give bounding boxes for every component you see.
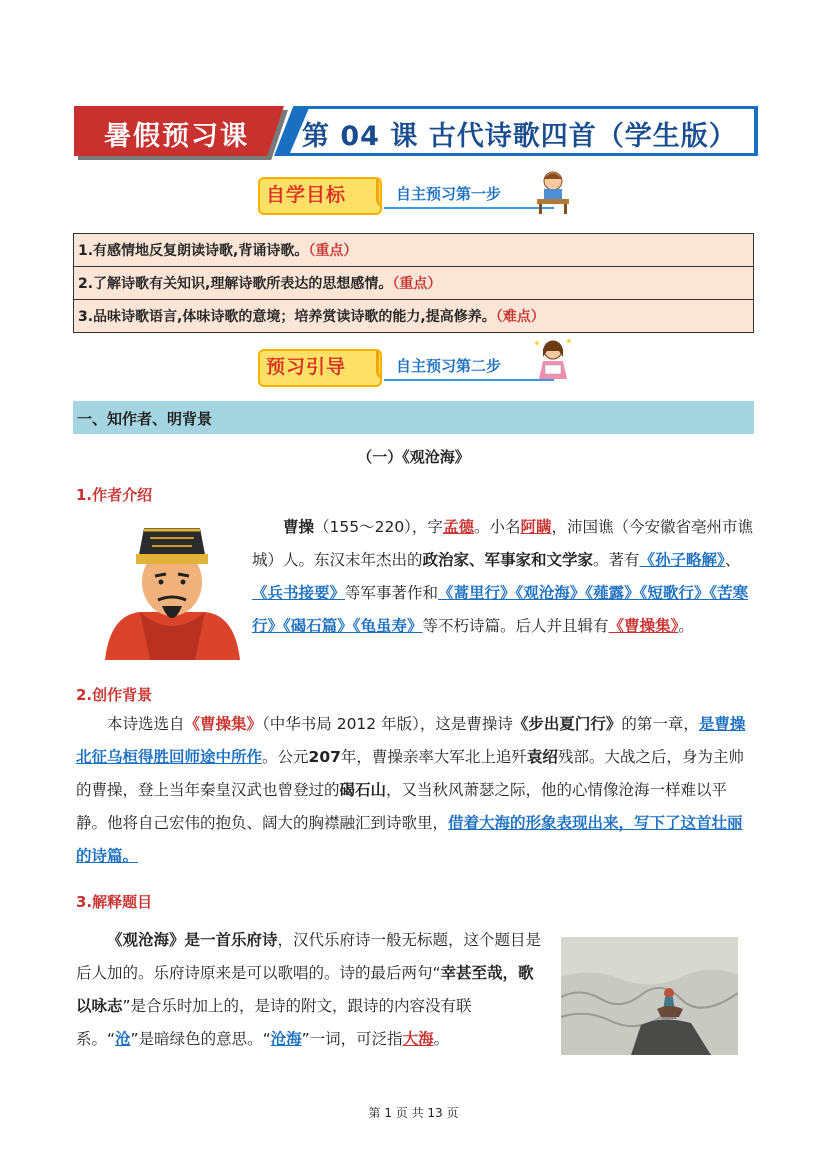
- sea-painting-image: [561, 937, 738, 1055]
- section-title: 一、知作者、明背景: [77, 410, 213, 428]
- text-span: （中华书局 2012 年版），这是曹操诗: [262, 715, 513, 733]
- text-span: 本诗选选自: [107, 715, 185, 733]
- work-title: 《蒿里行》: [438, 584, 516, 602]
- author-name: 曹操: [283, 518, 315, 536]
- preview-guide-badge: [258, 347, 568, 385]
- heading-title-explanation: 3.解释题目: [76, 893, 153, 911]
- banner-left-text: 暑假预习课: [104, 121, 249, 152]
- text-span: ”一词，可泛指: [301, 1030, 403, 1048]
- key-point: 《观沧海》是一首乐府诗: [107, 931, 278, 949]
- poem-subtitle: （一）《观沧海》: [357, 448, 470, 466]
- text-span: 、: [724, 551, 741, 569]
- goal-text: 2.了解诗歌有关知识,理解诗歌所表达的思想感情。: [78, 276, 393, 292]
- badge-subtitle: 自主预习第一步: [396, 185, 502, 203]
- term: 沧: [115, 1030, 131, 1048]
- badge-subtitle: 自主预习第二步: [396, 357, 502, 375]
- author-courtesy-name: 孟德: [442, 518, 474, 536]
- author-childhood-name: 阿瞒: [520, 518, 552, 536]
- student-desk-icon: [533, 167, 573, 215]
- badge-label: 自学目标: [266, 184, 347, 206]
- self-study-goals-badge: [258, 175, 568, 213]
- goal-text: 1.有感情地反复朗读诗歌,背诵诗歌。: [78, 243, 309, 259]
- goal-mark: （难点）: [495, 309, 545, 325]
- text-span: ，沛国谯（今安徽省亳州市谯城）人。东汉末年杰出的: [252, 518, 753, 569]
- text-span: 。著有: [593, 551, 640, 569]
- year-value: 207: [308, 748, 341, 766]
- learning-goals-table: [73, 233, 754, 333]
- background-paragraph: [76, 708, 756, 873]
- work-title: 《孙子略解》: [639, 551, 725, 569]
- badge-hook-decoration: [376, 179, 389, 207]
- badge-label: 预习引导: [266, 356, 347, 378]
- page-footer: 第 1 页 共 13 页: [368, 1106, 459, 1120]
- title-explanation-paragraph: [76, 924, 546, 1056]
- work-title: 《曹操集》: [608, 617, 679, 635]
- badge-hook-decoration: [376, 351, 389, 379]
- text-span: ”是合乐时加上的，是诗的附文，跟诗的内容没有联系。“: [76, 997, 472, 1048]
- text-span: 。小名: [473, 518, 521, 536]
- goal-cell: [74, 300, 754, 333]
- book-title: 《曹操集》: [184, 715, 263, 733]
- term: 大海: [402, 1030, 434, 1048]
- author-roles: 政治家、军事家和文学家: [422, 551, 594, 569]
- text-span: 。公元: [262, 748, 309, 766]
- poem-source-title: 《步出夏门行》: [512, 715, 622, 733]
- cao-cao-portrait: [100, 520, 245, 660]
- text-span: ，汉代乐府诗一般无标题，这个题目是后人加的。乐府诗原来是可以歌唱的。诗的最后两句“: [76, 931, 542, 982]
- goal-text: 3.品味诗歌语言,体味诗歌的意境；培养赏读诗歌的能力,提高修养。: [78, 309, 496, 325]
- work-title: 《短歌行》: [639, 584, 710, 602]
- goal-cell: [74, 234, 754, 267]
- goal-row: [74, 234, 754, 267]
- key-point: 是曹操北征乌桓得胜回师途中所作: [76, 715, 746, 766]
- work-title: 《观沧海》: [515, 584, 586, 602]
- goal-row: [74, 300, 754, 333]
- work-title: 《兵书接要》: [252, 584, 346, 602]
- text-span: 年，曹操亲率大军北上追歼: [340, 748, 527, 766]
- work-title: 《苦寒行》: [252, 584, 749, 635]
- term: 沧海: [270, 1030, 302, 1048]
- person-name: 袁绍: [526, 748, 558, 766]
- text-span: ，又当秋风萧瑟之际，他的心情像沧海一样难以平静。他将自己宏伟的抱负、阔大的胸襟融汇到诗歌里，: [76, 781, 728, 832]
- text-span: 等不朽诗篇。后人并且辑有: [422, 617, 609, 635]
- badge-underline: [384, 379, 554, 381]
- work-title: 《薤露》: [585, 584, 640, 602]
- text-span: 等军事著作和: [345, 584, 439, 602]
- text-span: 残部。大战之后，身为主帅的曹操，登上当年秦皇汉武也曾登过的: [76, 748, 744, 799]
- text-span: （155～220），字: [314, 518, 443, 536]
- heading-author: 1.作者介绍: [76, 486, 153, 504]
- title-banner: [74, 106, 758, 156]
- goal-row: [74, 267, 754, 300]
- text-span: 的第一章，: [621, 715, 699, 733]
- author-intro-paragraph: [252, 511, 754, 643]
- goal-cell: [74, 267, 754, 300]
- goal-mark: （重点）: [308, 243, 358, 259]
- girl-reading-icon: [533, 335, 573, 387]
- quoted-lines: 幸甚至哉，歌以咏志: [76, 964, 534, 1015]
- text-span: 。: [678, 617, 694, 635]
- text-span: ”是暗绿色的意思。“: [130, 1030, 271, 1048]
- goal-mark: （重点）: [392, 276, 442, 292]
- section-header: [73, 401, 754, 434]
- lesson-title: 第 04 课 古代诗歌四首（学生版）: [302, 121, 737, 152]
- heading-background: 2.创作背景: [76, 686, 153, 704]
- text-span: 。: [433, 1030, 450, 1048]
- work-title: 《龟虽寿》: [352, 617, 423, 635]
- badge-underline: [384, 207, 554, 209]
- key-point: 借着大海的形象表现出来，写下了这首壮丽的诗篇。: [76, 814, 743, 865]
- place-name: 碣石山: [339, 781, 387, 799]
- work-title: 《碣石篇》: [283, 617, 353, 635]
